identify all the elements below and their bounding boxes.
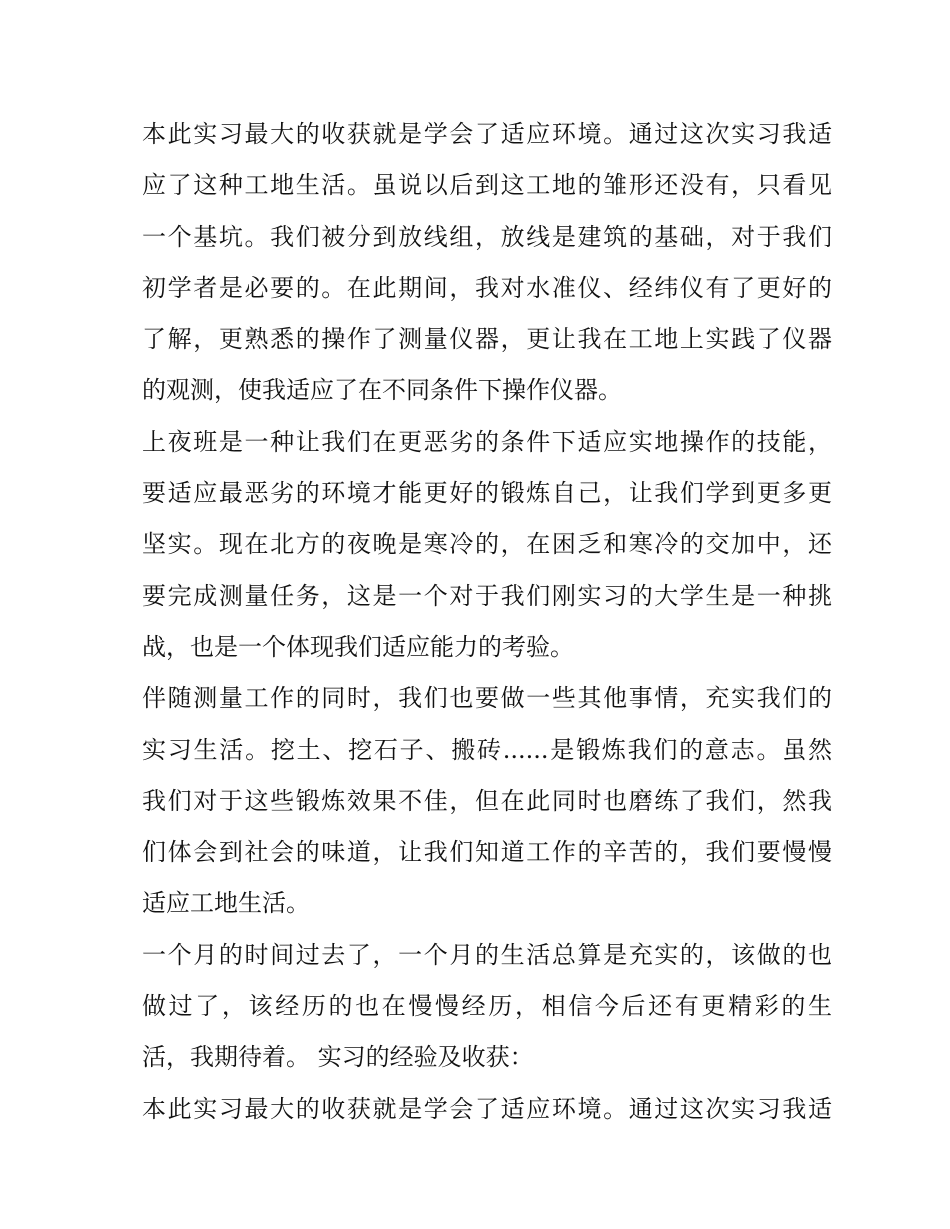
document-body (142, 109, 832, 1135)
text-line: 一个基坑。我们被分到放线组，放线是建筑的基础，对于我们 (142, 222, 832, 251)
text-line: 们体会到社会的味道，让我们知道工作的辛苦的，我们要慢慢 (142, 838, 832, 867)
text-line: 实习生活。挖土、挖石子、搬砖......是锻炼我们的意志。虽然 (142, 735, 832, 764)
text-line: 了解，更熟悉的操作了测量仪器，更让我在工地上实践了仪器 (142, 325, 832, 354)
text-line: 适应工地生活。 (142, 889, 310, 918)
text-line: 要完成测量任务，这是一个对于我们刚实习的大学生是一种挑 (142, 581, 832, 610)
text-line: 我们对于这些锻炼效果不佳，但在此同时也磨练了我们，然我 (142, 786, 832, 815)
text-line: 本此实习最大的收获就是学会了适应环境。通过这次实习我适 (142, 1094, 832, 1123)
text-line: 初学者是必要的。在此期间，我对水准仪、经纬仪有了更好的 (142, 273, 832, 302)
text-line: 一个月的时间过去了，一个月的生活总算是充实的，该做的也 (142, 940, 832, 969)
text-line: 伴随测量工作的同时，我们也要做一些其他事情，充实我们的 (142, 684, 832, 713)
text-line: 要适应最恶劣的环境才能更好的锻炼自己，让我们学到更多更 (142, 479, 832, 508)
text-line: 本此实习最大的收获就是学会了适应环境。通过这次实习我适 (142, 120, 832, 148)
text-line: 上夜班是一种让我们在更恶劣的条件下适应实地操作的技能， (142, 427, 832, 456)
text-line: 战，也是一个体现我们适应能力的考验。 (142, 632, 574, 661)
text-line: 坚实。现在北方的夜晚是寒冷的，在困乏和寒冷的交加中，还 (142, 530, 832, 559)
text-line: 的观测，使我适应了在不同条件下操作仪器。 (142, 376, 622, 405)
text-line: 活，我期待着。 实习的经验及收获： (142, 1043, 534, 1072)
text-line: 应了这种工地生活。虽说以后到这工地的雏形还没有，只看见 (142, 171, 832, 200)
text-line: 做过了，该经历的也在慢慢经历，相信今后还有更精彩的生 (142, 992, 832, 1021)
